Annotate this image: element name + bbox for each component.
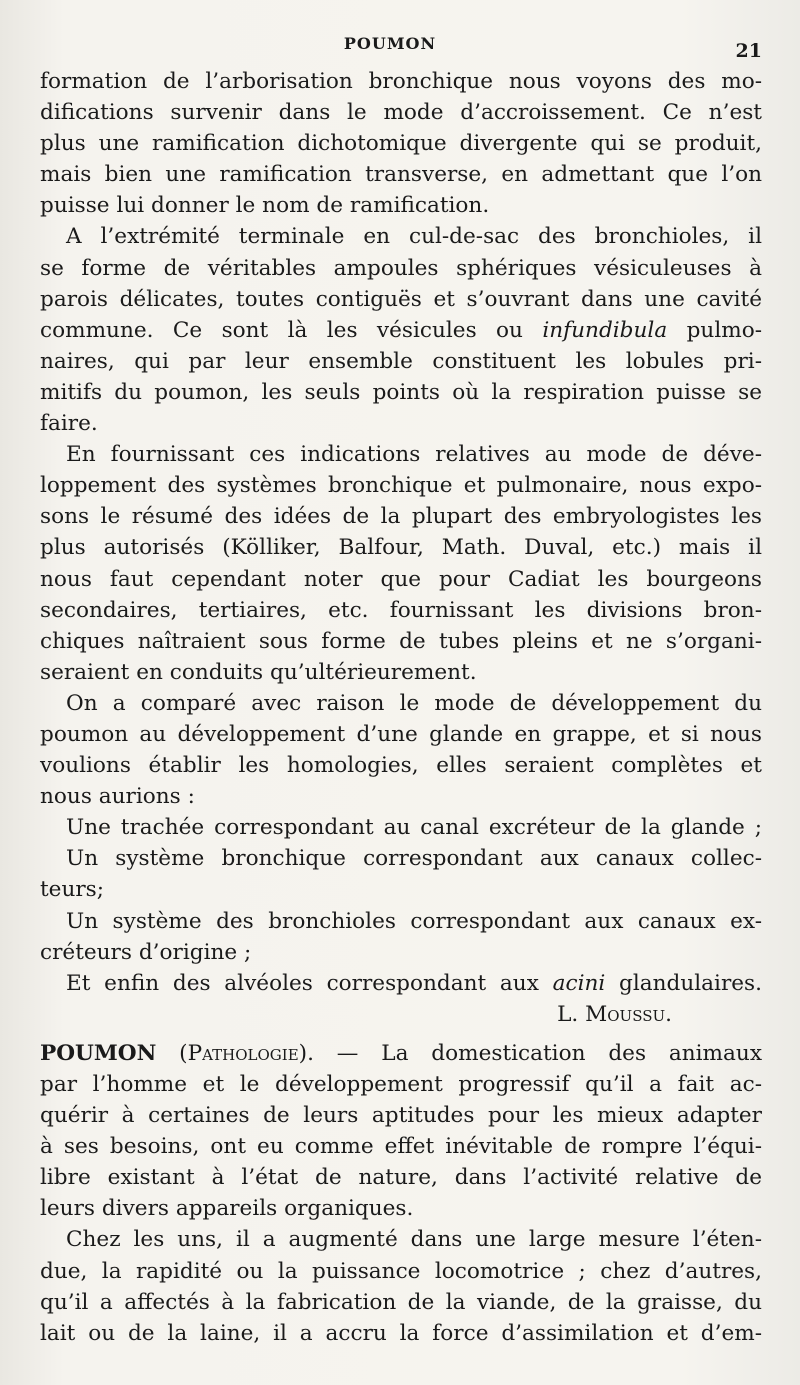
text-line: se forme de véritables ampoules sphériques vésiculeuses à bbox=[40, 255, 762, 281]
text-line: A l’extrémité terminale en cul-de-sac des bronchioles, il bbox=[66, 224, 762, 250]
text-line: par l’homme et le développement progressif qu’il a fait ac- bbox=[40, 1072, 762, 1097]
text-line: Chez les uns, il a augmenté dans une large mesure l’éten- bbox=[66, 1227, 762, 1253]
text-line: seraient en conduits qu’ultérieurement. bbox=[40, 659, 477, 685]
text-line: Une trachée correspondant au canal excréteur de la glande ; bbox=[66, 815, 762, 841]
text-line: libre existant à l’état de nature, dans l’activité relative de bbox=[40, 1165, 762, 1191]
text-line: due, la rapidité ou la puissance locomotrice ; chez d’autres, bbox=[40, 1258, 762, 1284]
text-line: commune. Ce sont là les vésicules ou infundibula pulmo- bbox=[40, 317, 762, 343]
text-line: leurs divers appareils organiques. bbox=[40, 1196, 414, 1222]
text-line: teurs; bbox=[40, 877, 105, 903]
text-line: plus une ramification dichotomique divergente qui se produit, bbox=[40, 131, 762, 157]
text-line: Et enfin des alvéoles correspondant aux acini glandulaires. bbox=[66, 970, 763, 996]
text-line: naires, qui par leur ensemble constituent les lobules pri- bbox=[40, 348, 762, 374]
text-line: mais bien une ramification transverse, en admettant que l’on bbox=[40, 162, 762, 188]
text-line: sons le résumé des idées de la plupart des embryologistes les bbox=[40, 504, 762, 530]
text-line: mitifs du poumon, les seuls points où la respiration puisse se bbox=[40, 379, 762, 405]
text-line: lait ou de la laine, il a accru la force d’assimilation et d’em- bbox=[40, 1320, 762, 1346]
text-line: à ses besoins, ont eu comme effet inévitable de rompre l’équi- bbox=[40, 1134, 762, 1160]
running-title: POUMON bbox=[343, 34, 437, 53]
text-line: POUMON (Pathologie). — La domestication des animaux bbox=[40, 1040, 762, 1066]
text-line: Un système des bronchioles correspondant aux canaux ex- bbox=[66, 908, 762, 934]
text-line: difications survenir dans le mode d’accroissement. Ce n’est bbox=[40, 100, 762, 126]
text-line: poumon au développement d’une glande en grappe, et si nous bbox=[40, 721, 762, 747]
text-line: chiques naîtraient sous forme de tubes pleins et ne s’organi- bbox=[40, 628, 762, 654]
text-line: L. Moussu. bbox=[557, 1001, 672, 1027]
page-body bbox=[40, 66, 762, 1349]
text-line: secondaires, tertiaires, etc. fournissant les divisions bron- bbox=[40, 597, 762, 623]
text-line: Un système bronchique correspondant aux canaux collec- bbox=[66, 846, 762, 872]
text-line: qu’il a affectés à la fabrication de la viande, de la graisse, du bbox=[40, 1289, 762, 1315]
text-line: On a comparé avec raison le mode de développement du bbox=[66, 690, 762, 716]
text-line: créteurs d’origine ; bbox=[40, 939, 252, 965]
text-line: puisse lui donner le nom de ramification. bbox=[40, 193, 490, 219]
page-header bbox=[0, 34, 800, 64]
text-line: nous aurions : bbox=[40, 784, 195, 810]
page-number: 21 bbox=[735, 40, 762, 62]
text-line: voulions établir les homologies, elles seraient complètes et bbox=[40, 753, 762, 779]
text-line: quérir à certaines de leurs aptitudes pour les mieux adapter bbox=[40, 1103, 762, 1129]
text-line: loppement des systèmes bronchique et pulmonaire, nous expo- bbox=[40, 473, 762, 499]
text-line: nous faut cependant noter que pour Cadiat les bourgeons bbox=[40, 566, 762, 592]
text-line: formation de l’arborisation bronchique nous voyons des mo- bbox=[40, 69, 762, 94]
text-line: En fournissant ces indications relatives au mode de déve- bbox=[66, 442, 762, 468]
text-line: parois délicates, toutes contiguës et s’ouvrant dans une cavité bbox=[40, 286, 762, 312]
text-line: plus autorisés (Kölliker, Balfour, Math. Duval, etc.) mais il bbox=[40, 535, 762, 561]
text-line: faire. bbox=[40, 411, 98, 437]
